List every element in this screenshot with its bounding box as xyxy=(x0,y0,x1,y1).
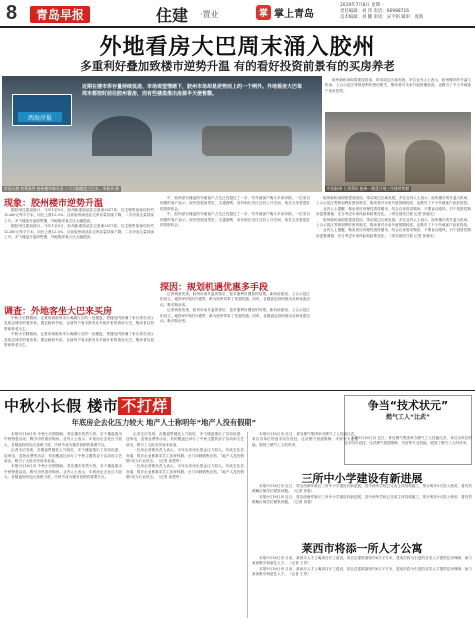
mid-column-1 xyxy=(160,196,310,276)
meta-editor: 责任编辑：刘 伟 电话：66988716 xyxy=(340,9,410,14)
body-left2: 中秋小长假期间，记者来到胶州市少海湖片区的一处楼盘，售楼处内挤满了来自青岛市区及周边城市的看房者。置业顾问介绍，目前每个周末都有从外地开来的看房大巴，购房者以投资和养老为主。 xyxy=(4,316,154,331)
body-right2: 业内人士提醒，购房者应该理性看待楼市，结合自身需求购房，不要盲目跟风，对于投资性购房更要谨慎，充分考虑市场风险和政策变化。（青岛财经日报 记者 张晓光） xyxy=(316,206,471,217)
lead-photo-caption: 市场火热 有利条件 胶州楼市新开业 二个大幅楼盘大巴车，李振华 摄 xyxy=(4,186,119,191)
bottom-headline-a: 中秋小长假 xyxy=(4,397,82,415)
newspaper-logo: 青岛早报 xyxy=(30,6,90,23)
main-headline: 外地看房大巴周末涌入胶州 xyxy=(99,35,376,60)
section-head-2: 调查：外地客坐大巴来买房 xyxy=(4,307,113,317)
box2-body xyxy=(252,484,472,526)
section-title: 住建 xyxy=(156,6,189,25)
body-mid1: 中，胶州部分楼盘的外地客户占比已经超过了一半，有外地客户购买多套房源。一位来自即墨的客户表示，胶州发展前景好，交通便利，房价相比市区还有上升空间，现在买房是很好的投资机会。 xyxy=(160,196,310,211)
left-column-2 xyxy=(4,316,154,388)
bottom-text1: 本报9月16日讯 中秋小长假期间，青岛楼市依然火热，多个楼盘推出中秋特惠活动，吸引市民看房购房。业内人士表示，年底房企去化压力较大，各楼盘纷纷加大营销力度，中秋节成为楼市营销的重要节点。 xyxy=(4,432,122,447)
box3-text: 本报9月16日讯 日前，莱西市人才公寓项目开工建设，项目总建筑面积约6万平方米，建成后将为引进的各类人才提供住房保障，助力莱西吸引和留住人才。（记者 王青） xyxy=(252,556,472,566)
bottom-headline-emphasis: 不打烊 xyxy=(118,397,171,415)
mid-column-2 xyxy=(160,292,310,388)
body-right1: 胶州新机场即将建成投用，带动周边区域发展。多位业内人士表示，胶州楼市的升温与机场、上合示范区等规划利好密切相关，购房者对未来升值预期较高，也吸引了不少外地客户前来投资。 xyxy=(325,78,471,93)
app-name: 掌上青岛 xyxy=(274,8,314,20)
bottom-text3: 一位房企营销负责人表示，今年以来房企资金压力较大，年底去化任务重，很多企业都要求员工放弃休假，全力冲刺销售业绩，“地产人没有假期”成为行业常态。（记者 周建军） xyxy=(126,448,244,464)
crowd-shape xyxy=(202,126,292,156)
lead-intro: 近期在楼市库存量持续低迷、市场观望情绪下，胶州市场却是逆势而上的一个例外。外地看房大巴每周末都按时前往胶州看房，而有些楼盘推出房源半天便售罄。 xyxy=(82,84,303,97)
bottom-text2-b: 记者走访发现，各楼盘售楼处人气较旺，多个楼盘推出了折扣优惠、送家电、送物业费等活动，有的楼盘还举办了中秋主题的亲子活动和文艺演出，吸引了大批市民前来参加。 xyxy=(126,432,244,447)
app-promo xyxy=(256,4,330,20)
body-right1-b: 胶州新机场即将建成投用，带动周边区域发展。多位业内人士表示，胶州楼市的升温与机场、上合示范区等规划利好密切相关，购房者对未来升值预期较高，也吸引了不少外地客户前来投资。 xyxy=(316,196,471,206)
app-icon: 掌 xyxy=(256,5,271,20)
box1-text: 本报9月16日讯 近日，青岛燃气集团举办燃气工人技能比武，来自各单位的选手同台竞技，比试燃气管道维修、安检等专业技能，展现了燃气工人的风采。 xyxy=(252,432,358,447)
masthead-divider xyxy=(0,26,475,28)
bus-shape xyxy=(92,116,152,156)
bottom-text3-b: 一位房企营销负责人表示，今年以来房企资金压力较大，年底去化任务重，很多企业都要求员工放弃休假，全力冲刺销售业绩，“地产人没有假期”成为行业常态。（记者 周建军） xyxy=(126,464,244,480)
body-right2-b: 业内人士提醒，购房者应该理性看待楼市，结合自身需求购房，不要盲目跟风，对于投资性购房更要谨慎，充分考虑市场风险和政策变化。（青岛财经日报 记者 张晓光） xyxy=(316,228,471,238)
editor-meta xyxy=(340,3,472,21)
bottom-text1-b: 本报9月16日讯 中秋小长假期间，青岛楼市依然火热，多个楼盘推出中秋特惠活动，吸引市民看房购房。业内人士表示，年底房企去化压力较大，各楼盘纷纷加大营销力度，中秋节成为楼市营销的重要节点。 xyxy=(4,464,122,480)
box1-text-right xyxy=(344,436,472,466)
bottom-column-2 xyxy=(126,432,244,618)
bottom-subheadline: 年底房企去化压力较大 地产人士称明年“地产人没有假期” xyxy=(71,418,257,427)
body-mid2: 记者调查发现，胶州市场升温的背后，是多重利好叠加的结果。新机场建设、上合示范区的设立，地铁8号线的开通等，都为胶州带来了发展机遇。同时，各楼盘也纷纷推出各种优惠活动，吸引购房者。 xyxy=(160,292,310,307)
box1-text-b: 本报9月16日讯 近日，青岛燃气集团举办燃气工人技能比武，来自各单位的选手同台竞技，比试燃气管道维修、安检等专业技能，展现了燃气工人的风采。 xyxy=(344,436,472,446)
section-divider xyxy=(0,390,475,391)
person-shape-2 xyxy=(405,140,445,184)
column-divider xyxy=(247,432,248,618)
body-left1: 据胶州住建局统计，今年1至5月，胶州新建商品住宅备案3017套，住宅销售备案均价约12260元每平方米，同比上涨12.5%。目前胶州商品住宅库存量持续下降，二手房成交量持续上升。多个楼盘开盘即售罄，外地购房客占比大幅提高。 xyxy=(4,208,154,223)
meta-date: 2019年7月8日 星期一 xyxy=(340,3,385,8)
right-top-text xyxy=(325,78,471,110)
bottom-headline xyxy=(4,395,324,416)
sub-headline: 多重利好叠加致楼市逆势升温 有的看好投资前景有的买房养老 xyxy=(80,59,395,73)
section-head-3: 探因：规划机遇优惠多手段 xyxy=(160,283,269,293)
box2-head: 三所中小学建设有新进展 xyxy=(301,472,423,485)
left-column-1 xyxy=(4,208,154,304)
side-photo xyxy=(325,112,471,192)
bottom-text2: 记者走访发现，各楼盘售楼处人气较旺，多个楼盘推出了折扣优惠、送家电、送物业费等活动，有的楼盘还举办了中秋主题的亲子活动和文艺演出，吸引了大批市民前来参加。 xyxy=(4,448,122,464)
editor-tag: 西海岸报 xyxy=(18,112,62,122)
body-mid2-cont: 记者调查发现，胶州市场升温的背后，是多重利好叠加的结果。新机场建设、上合示范区的设立，地铁8号线的开通等，都为胶州带来了发展机遇。同时，各楼盘也纷纷推出各种优惠活动，吸引购房者。 xyxy=(160,308,310,324)
box3-text-b: 本报9月16日讯 日前，莱西市人才公寓项目开工建设，项目总建筑面积约6万平方米，建成后将为引进的各类人才提供住房保障，助力莱西吸引和留住人才。（记者 王青） xyxy=(252,566,472,577)
box2-text: 本报9月16日讯 近日，青岛西海岸新区三所中小学建设有新进展，其中两所学校已完成主体结构施工，预计明年9月投入使用，将有效缓解区域学位紧张问题。（记者 刘春） xyxy=(252,484,472,494)
page-number: 8 xyxy=(6,2,18,24)
box3-body xyxy=(252,556,472,616)
section-head-1: 现象：胶州楼市逆势升温 xyxy=(4,199,104,209)
box1-sub: 燃气工人“比武” xyxy=(386,414,430,421)
bottom-column-1 xyxy=(4,432,122,618)
body-left1-cont: 据胶州住建局统计，今年1至5月，胶州新建商品住宅备案3017套，住宅销售备案均价约12260元每平方米，同比上涨12.5%。目前胶州商品住宅库存量持续下降，二手房成交量持续上升。多个楼盘开盘即售罄，外地购房客占比大幅提高。 xyxy=(4,224,154,240)
person-shape xyxy=(345,132,385,182)
right-column xyxy=(316,196,471,388)
side-photo-caption: 中国胶州 七项利好 胶州一楼盘开展工作楼营售额 xyxy=(327,186,410,191)
section-subtitle: ·置业 xyxy=(200,10,219,19)
bottom-headline-b: 楼市 xyxy=(87,397,119,415)
body-right1-c: 胶州新机场即将建成投用，带动周边区域发展。多位业内人士表示，胶州楼市的升温与机场、上合示范区等规划利好密切相关，购房者对未来升值预期较高，也吸引了不少外地客户前来投资。 xyxy=(316,217,471,228)
box2-text-b: 本报9月16日讯 近日，青岛西海岸新区三所中小学建设有新进展，其中两所学校已完成主体结构施工，预计明年9月投入使用，将有效缓解区域学位紧张问题。（记者 刘春） xyxy=(252,494,472,505)
body-left2-cont: 中秋小长假期间，记者来到胶州市少海湖片区的一处楼盘，售楼处内挤满了来自青岛市区及周边城市的看房者。置业顾问介绍，目前每个周末都有从外地开来的看房大巴，购房者以投资和养老为主。 xyxy=(4,332,154,348)
body-mid1-cont: 中，胶州部分楼盘的外地客户占比已经超过了一半，有外地客户购买多套房源。一位来自即墨的客户表示，胶州发展前景好，交通便利，房价相比市区还有上升空间，现在买房是很好的投资机会。 xyxy=(160,212,310,228)
box1-text-left xyxy=(252,432,358,468)
box1-head: 争当“技术状元” xyxy=(367,399,449,412)
meta-art: 美术编辑：刘 鹏 审读：宋平和 辑审：庞新 xyxy=(340,15,424,20)
box3-head: 莱西市将添一所人才公寓 xyxy=(301,542,423,555)
